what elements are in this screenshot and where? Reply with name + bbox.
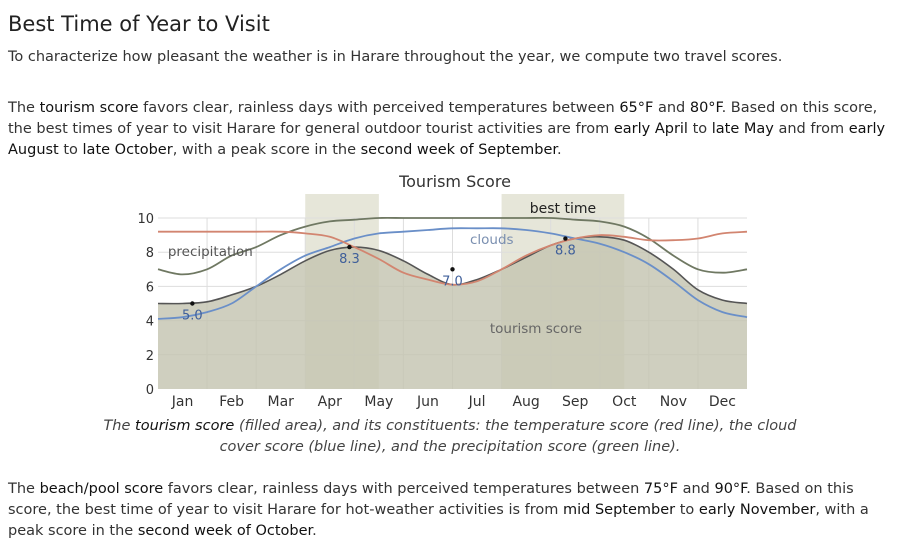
annotation-dot (347, 245, 351, 249)
text-span: favors clear, rainless days with perceived temperatures between (163, 481, 644, 497)
annotation-value-label: 7.0 (442, 274, 463, 290)
highlight-tourism-score: tourism score (39, 100, 139, 116)
page-heading: Best Time of Year to Visit (8, 12, 270, 36)
text-span: , with a peak score in the (8, 502, 869, 539)
y-tick-label: 10 (137, 212, 154, 227)
highlight-beach-score: beach/pool score (39, 481, 164, 497)
highlight-peak: second week of October (137, 523, 313, 539)
x-tick-label: Jan (171, 394, 194, 410)
highlight-temp-low: 65°F (619, 100, 654, 116)
text-span: to (687, 121, 712, 137)
annotation-dot (190, 301, 194, 305)
series-name-label: tourism score (489, 321, 583, 338)
x-tick-label: Sep (562, 394, 589, 410)
annotation-value-label: 5.0 (182, 308, 203, 324)
series-name-label: precipitation (167, 244, 253, 261)
y-tick-label: 4 (145, 314, 154, 330)
highlight-end-2: late October (82, 142, 173, 158)
x-tick-label: Feb (219, 394, 245, 410)
x-tick-label: Dec (708, 394, 737, 410)
y-tick-label: 6 (145, 280, 154, 296)
y-tick-label: 8 (145, 246, 154, 262)
series-name-label: clouds (469, 232, 514, 249)
text-span: . (557, 142, 562, 158)
highlight-start-1: early April (613, 121, 688, 137)
text-span: and from (773, 121, 849, 137)
text-span: favors clear, rainless days with perceived temperatures between (138, 100, 620, 116)
best-time-label: best time (529, 201, 597, 217)
highlight-end: early November (698, 502, 816, 518)
highlight-start-2: early August (8, 121, 886, 158)
tourism-paragraph (8, 98, 898, 161)
text-span: , with a peak score in the (172, 142, 361, 158)
tourism-score-chart (120, 166, 780, 414)
text-span: . Based on this score, the best times of year to visit Harare for general outdoor tourist activities are from (8, 100, 878, 137)
x-tick-label: Apr (317, 394, 342, 410)
text-span: to (675, 502, 699, 518)
highlight-temp-low: 75°F (643, 481, 678, 497)
text-span: The (8, 481, 40, 497)
text-span: The (8, 100, 40, 116)
highlight-temp-high: 80°F (689, 100, 722, 116)
caption-highlight: tourism score (135, 418, 235, 434)
x-tick-label: Jul (468, 394, 486, 410)
highlight-start: mid September (563, 502, 676, 518)
beach-paragraph (8, 479, 898, 542)
text-span: and (677, 481, 715, 497)
annotation-dot (450, 267, 454, 271)
intro-paragraph: To characterize how pleasant the weather is in Harare throughout the year, we compute two travel scores. (8, 49, 783, 65)
y-tick-label: 2 (145, 348, 154, 364)
chart-caption (100, 416, 800, 458)
highlight-temp-high: 90°F (714, 481, 747, 497)
text-span: The (103, 418, 136, 434)
annotation-value-label: 8.8 (555, 243, 576, 259)
x-tick-label: Mar (267, 394, 294, 410)
chart-title: Tourism Score (399, 172, 511, 191)
x-tick-label: May (364, 394, 394, 410)
x-tick-label: Nov (659, 394, 688, 410)
text-span: to (58, 142, 83, 158)
highlight-peak: second week of September (360, 142, 558, 158)
x-tick-label: Oct (612, 394, 637, 410)
y-tick-label: 0 (145, 383, 154, 398)
text-span: (filled area), and its constituents: the temperature score (red line), the cloud cover score (blue line), and the precipitation score (green line). (219, 418, 797, 455)
x-tick-label: Jun (417, 394, 439, 410)
annotation-value-label: 8.3 (339, 252, 360, 268)
text-span: . Based on this score, the best time of year to visit Harare for hot-weather activities is from (8, 481, 854, 518)
highlight-end-1: late May (711, 121, 774, 137)
text-span: . (312, 523, 317, 539)
x-tick-label: Aug (512, 394, 540, 410)
annotation-dot (563, 236, 567, 240)
text-span: and (653, 100, 690, 116)
